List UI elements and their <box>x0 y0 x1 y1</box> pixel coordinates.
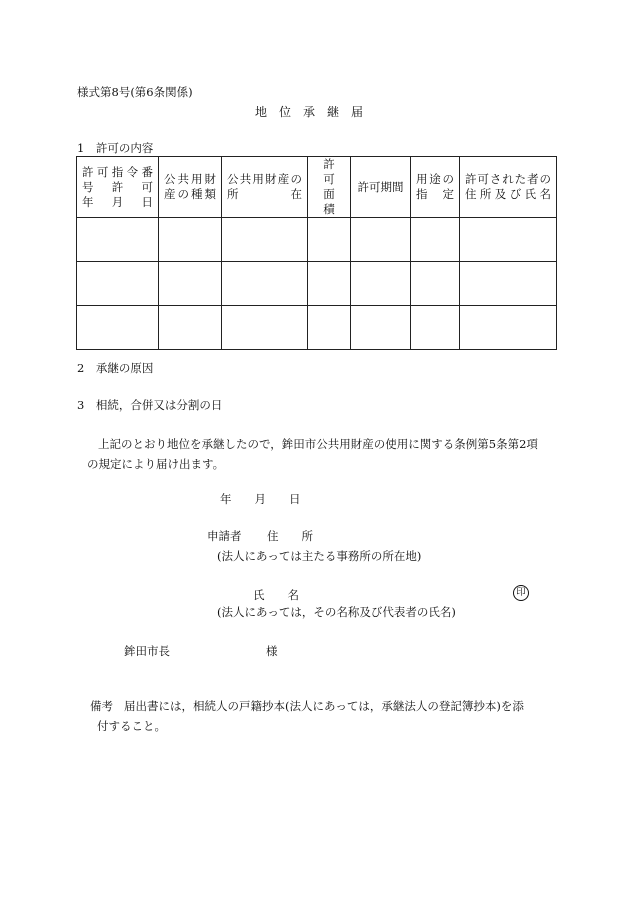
table-cell[interactable] <box>460 218 557 262</box>
addressee-mayor: 鉾田市長 <box>124 644 170 658</box>
header-text: 許 可 <box>323 157 347 186</box>
header-text: 住所及び氏名 <box>465 187 551 201</box>
remark-text-line: 届出書には，相続人の戸籍抄本(法人にあっては，承継法人の登記簿抄本)を添 <box>124 699 524 713</box>
table-cell[interactable] <box>159 306 222 350</box>
table-cell[interactable] <box>460 306 557 350</box>
document-title: 地位承継届 <box>254 105 375 119</box>
table-cell[interactable] <box>159 218 222 262</box>
table-cell[interactable] <box>351 218 411 262</box>
header-text: 所 在 <box>227 187 302 201</box>
name-note: (法人にあっては，その名称及び代表者の氏名) <box>217 605 456 619</box>
header-text: 公共用財産の <box>227 172 302 186</box>
permit-content-table <box>76 156 557 350</box>
table-cell[interactable] <box>222 306 308 350</box>
table-row <box>77 218 557 262</box>
address-note: (法人にあっては主たる事務所の所在地) <box>217 549 422 563</box>
address-field[interactable]: 住 所 <box>267 529 313 543</box>
header-permitted-area <box>308 157 351 218</box>
table-cell[interactable] <box>351 306 411 350</box>
table-cell[interactable] <box>351 262 411 306</box>
body-text-line: 上記のとおり地位を承継したので，鉾田市公共用財産の使用に関する条例第5条第2項 <box>98 437 538 451</box>
seal-mark: 印 <box>513 585 529 601</box>
table-cell[interactable] <box>411 262 460 306</box>
section-3-heading: 3 相続，合併又は分割の日 <box>77 398 223 412</box>
header-text: 産の種類 <box>164 187 216 201</box>
table-cell[interactable] <box>159 262 222 306</box>
table-cell[interactable] <box>411 306 460 350</box>
table-cell[interactable] <box>77 306 159 350</box>
header-property-type <box>159 157 222 218</box>
body-text-line: の規定により届け出ます。 <box>87 457 225 471</box>
header-text: 許可された者の <box>465 172 551 186</box>
header-text: 公共用財 <box>164 172 216 186</box>
header-permittee-address-name <box>460 157 557 218</box>
remark-text-line: 付すること。 <box>97 719 166 733</box>
table-row <box>77 306 557 350</box>
header-permit-period <box>351 157 411 218</box>
name-field[interactable]: 氏 名 <box>253 588 299 602</box>
header-permit-number-date <box>77 157 159 218</box>
table-cell[interactable] <box>222 218 308 262</box>
table-cell[interactable] <box>411 218 460 262</box>
remark-label: 備考 <box>90 699 113 713</box>
header-text: 指 定 <box>416 187 454 201</box>
header-designated-use <box>411 157 460 218</box>
table-cell[interactable] <box>308 306 351 350</box>
table-row <box>77 262 557 306</box>
header-text: 年 月 日 <box>82 194 153 209</box>
section-2-heading: 2 承継の原因 <box>77 361 154 375</box>
header-text: 用途の <box>416 172 454 186</box>
date-field[interactable]: 年 月 日 <box>220 492 301 506</box>
honorific-sama: 様 <box>266 644 278 658</box>
table-cell[interactable] <box>222 262 308 306</box>
table-cell[interactable] <box>308 262 351 306</box>
header-text: 許可期間 <box>357 179 404 194</box>
section-1-heading: 1 許可の内容 <box>77 141 154 155</box>
table-header-row <box>77 157 557 218</box>
form-number: 様式第8号(第6条関係) <box>77 85 193 99</box>
header-text: 許可指令番 <box>82 164 153 179</box>
table-cell[interactable] <box>77 218 159 262</box>
table-cell[interactable] <box>77 262 159 306</box>
applicant-label: 申請者 <box>207 529 242 543</box>
header-text: 号 許 可 <box>82 179 153 194</box>
table-cell[interactable] <box>460 262 557 306</box>
header-text: 面 積 <box>323 187 347 216</box>
header-property-location <box>222 157 308 218</box>
table-cell[interactable] <box>308 218 351 262</box>
